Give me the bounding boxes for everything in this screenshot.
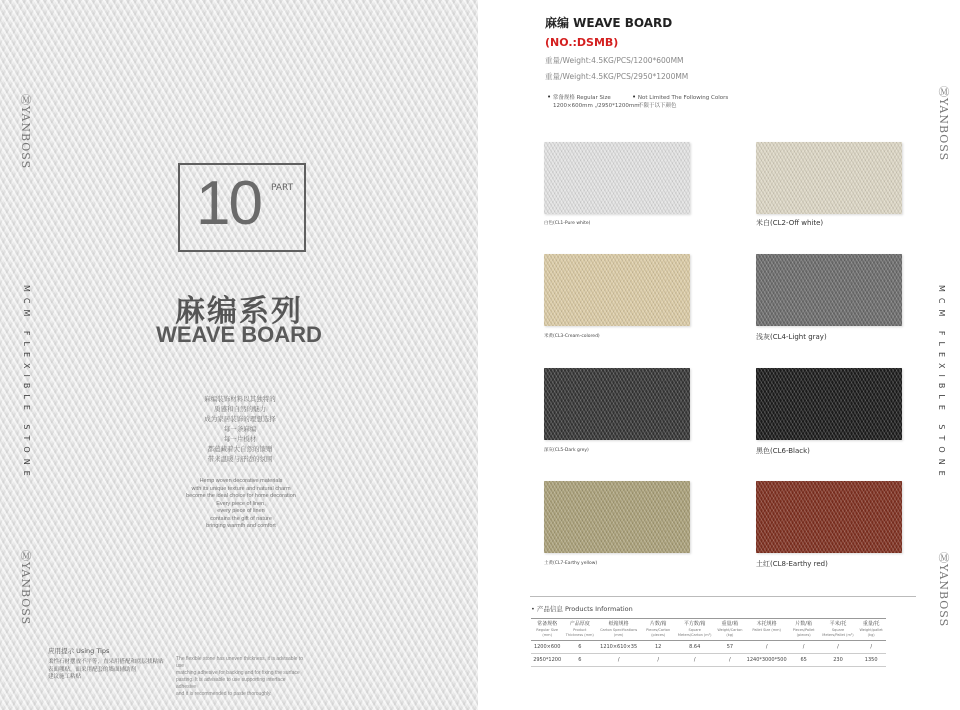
table-cell: / bbox=[714, 654, 746, 667]
swatch-label-cl4: 浅灰(CL4-Light gray) bbox=[756, 333, 827, 341]
right-side-logo-bottom: ⓂYANBOSS bbox=[937, 552, 950, 628]
tips-en-line: matching adhesive for backing and for fixing the surface bbox=[176, 670, 300, 676]
description-cn bbox=[190, 394, 290, 464]
weight-line-1: 重量/Weight:4.5KG/PCS/1200*600MM bbox=[545, 56, 684, 65]
table-cell: 2950*1200 bbox=[531, 654, 563, 667]
right-side-logo-top: ⓂYANBOSS bbox=[937, 86, 950, 162]
desc-en-line: contains the gift of nature bbox=[210, 515, 272, 522]
colors-note-block bbox=[632, 93, 728, 110]
spec-header: 片数/箱 Pieces/Pallet (pieces) bbox=[788, 619, 820, 641]
bullet-icon: • bbox=[547, 93, 552, 101]
spec-header-row bbox=[531, 619, 886, 641]
swatch-label-cl2: 米白(CL2-Off white) bbox=[756, 219, 824, 227]
table-cell: 12 bbox=[641, 641, 675, 654]
table-cell: 1240*3000*500 bbox=[746, 654, 788, 667]
desc-en-line: Hemp woven decorative materials bbox=[199, 478, 283, 484]
table-cell: / bbox=[746, 641, 788, 654]
swatch-label-cl8: 土红(CL8-Earthy red) bbox=[756, 560, 828, 568]
swatch-label-cl7: 土黄(CL7-Earthy yellow) bbox=[544, 561, 598, 566]
swatch-label-cl3: 米黄(CL3-Cream-colored) bbox=[544, 334, 600, 339]
regular-size-label: 常备规格 Regular Size bbox=[552, 95, 611, 101]
colors-note-cn: 不限于以下颜色 bbox=[638, 103, 677, 109]
table-cell: 6 bbox=[563, 654, 596, 667]
part-number: 10 bbox=[196, 169, 261, 238]
spec-header: 重量/箱 Weight/Carton (kg) bbox=[714, 619, 746, 641]
table-row bbox=[531, 641, 886, 654]
desc-cn-line: 都蕴藏着大自然的馈赠 bbox=[207, 445, 273, 453]
desc-cn-line: 每一条麻编 bbox=[223, 425, 257, 433]
table-cell: 6 bbox=[563, 641, 596, 654]
tips-title: 应用提示 Using Tips bbox=[48, 647, 110, 655]
spec-table bbox=[531, 618, 886, 667]
table-row bbox=[531, 654, 886, 667]
section-divider bbox=[530, 596, 916, 597]
spec-header: 产品厚度 Product Thickness (mm) bbox=[563, 619, 596, 641]
bullet-icon: • bbox=[632, 93, 637, 101]
swatch-label-cl5: 深灰(CL5-Dark grey) bbox=[544, 448, 589, 453]
regular-size-value: 1200×600mm ,/2950*1200mm bbox=[553, 103, 640, 109]
spec-header: 木托规格 Pallet Size (mm) bbox=[746, 619, 788, 641]
weight-line-2: 重量/Weight:4.5KG/PCS/2950*1200MM bbox=[545, 72, 689, 81]
desc-en-line: become the ideal choice for home decoration bbox=[186, 493, 296, 499]
desc-cn-line: 每一片板材 bbox=[223, 435, 257, 443]
tips-en-line: and it is recommended to paste thoroughly. bbox=[176, 691, 272, 697]
swatch-label-cl1: 白色(CL1-Pure white) bbox=[544, 221, 591, 226]
tips-en bbox=[176, 656, 306, 698]
desc-cn-line: 带来温暖与舒适的氛围 bbox=[207, 455, 273, 463]
desc-cn-line: 成为家居装饰的理想选择 bbox=[204, 415, 276, 423]
regular-size-block bbox=[547, 93, 640, 110]
tips-cn-line: 柔性石材摆放不平等，直采用搭配和底层找粘贴 bbox=[48, 659, 164, 665]
desc-en-line: bringing warmth and comfort bbox=[206, 523, 276, 529]
desc-en-line: every piece of linen bbox=[217, 508, 265, 514]
side-logo-bottom: ⓂYANBOSS bbox=[19, 550, 32, 626]
swatch-cl2 bbox=[756, 142, 902, 214]
desc-cn-line: 麻编装饰材料以其独特的 bbox=[204, 395, 276, 403]
desc-cn-line: 质感和自然的魅力 bbox=[214, 405, 266, 413]
swatch-cl1 bbox=[544, 142, 690, 214]
spec-header: 平方数/箱 Square Meters/Carton (m²) bbox=[675, 619, 714, 641]
series-title-cn: 麻编系列 bbox=[175, 294, 303, 329]
tips-cn-line: 建议施工粘贴 bbox=[48, 674, 82, 680]
table-cell: 65 bbox=[788, 654, 820, 667]
series-title-en: WEAVE BOARD bbox=[156, 322, 322, 347]
table-cell: 1210×610×35 bbox=[596, 641, 641, 654]
spec-header: 常备规格 Regular Size (mm) bbox=[531, 619, 563, 641]
swatch-cl8 bbox=[756, 481, 902, 553]
right-side-text: MCM FLEXIBLE STONE bbox=[937, 285, 946, 482]
swatch-cl6 bbox=[756, 368, 902, 440]
spec-header: 纸箱规格 Carton Specifications (mm) bbox=[596, 619, 641, 641]
table-cell: / bbox=[641, 654, 675, 667]
left-page bbox=[0, 0, 478, 710]
table-cell: 1350 bbox=[856, 654, 886, 667]
side-logo-top: ⓂYANBOSS bbox=[19, 94, 32, 170]
table-cell: 1200×600 bbox=[531, 641, 563, 654]
table-cell: / bbox=[856, 641, 886, 654]
table-cell: 57 bbox=[714, 641, 746, 654]
table-cell: / bbox=[596, 654, 641, 667]
table-cell: / bbox=[675, 654, 714, 667]
desc-en-line: with its unique texture and natural charm bbox=[191, 485, 291, 492]
tips-cn-line: 表面哪贴，面采用配套的墙面辅助剂 bbox=[48, 666, 137, 673]
tips-en-line: pasting. It is advisable to use supporting interface adhesive bbox=[176, 677, 286, 690]
swatch-cl7 bbox=[544, 481, 690, 553]
colors-note-en: Not Limited The Following Colors bbox=[637, 95, 729, 101]
part-label: PART bbox=[271, 183, 294, 193]
side-text: MCM FLEXIBLE STONE bbox=[22, 285, 31, 482]
spec-header: 片数/箱 Pieces/Carton (pieces) bbox=[641, 619, 675, 641]
product-code: (NO.:DSMB) bbox=[545, 36, 619, 49]
table-cell: 8.64 bbox=[675, 641, 714, 654]
swatch-label-cl6: 黑色(CL6-Black) bbox=[756, 447, 810, 455]
swatch-cl5 bbox=[544, 368, 690, 440]
product-title: 麻编 WEAVE BOARD bbox=[545, 16, 673, 30]
swatch-cl4 bbox=[756, 254, 902, 326]
spec-header: 平米/托 Square Meters/Pallet (m²) bbox=[820, 619, 857, 641]
table-cell: / bbox=[820, 641, 857, 654]
table-cell: 230 bbox=[820, 654, 857, 667]
desc-en-line: Every piece of linen, bbox=[216, 500, 266, 507]
products-info-title: • 产品信息 Products Information bbox=[531, 605, 633, 613]
table-cell: / bbox=[788, 641, 820, 654]
swatch-cl3 bbox=[544, 254, 690, 326]
tips-en-line: The flexible stone has uneven thickness, it is advisable to use bbox=[176, 656, 304, 669]
spec-header: 重量/托 Weight/pallet (kg) bbox=[856, 619, 886, 641]
description-en bbox=[180, 478, 302, 531]
tips-cn bbox=[48, 659, 168, 682]
